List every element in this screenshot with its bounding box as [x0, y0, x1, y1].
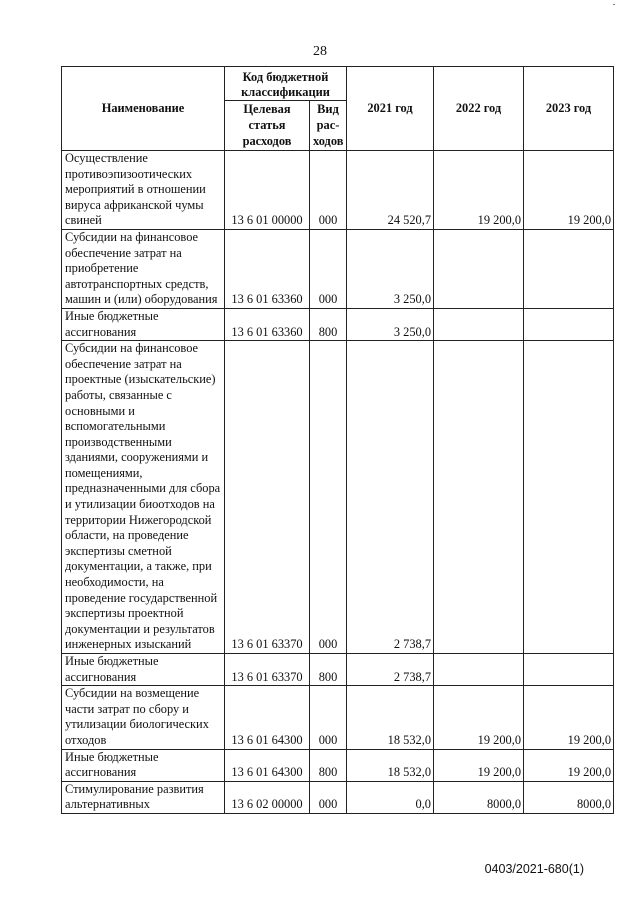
row-name: Субсидии на возмещение части затрат по сбору и утилизации биологических отходов — [62, 686, 225, 749]
header-expense-type: Вид рас-ходов — [310, 101, 347, 151]
row-value-2021: 2 738,7 — [347, 654, 434, 686]
table-body — [62, 151, 614, 814]
row-value-2022: 19 200,0 — [434, 151, 524, 230]
header-name: Наименование — [62, 67, 225, 151]
row-value-2023: 19 200,0 — [524, 686, 614, 749]
row-target-article: 13 6 01 63370 — [225, 654, 310, 686]
page-number: 28 — [313, 44, 327, 59]
header-kbk-group: Код бюджетной классификации — [225, 67, 347, 101]
row-target-article: 13 6 01 64300 — [225, 686, 310, 749]
row-name: Иные бюджетные ассигнования — [62, 749, 225, 781]
document-code: 0403/2021-680(1) — [484, 862, 584, 876]
table-row — [62, 749, 614, 781]
row-target-article: 13 6 01 00000 — [225, 151, 310, 230]
row-expense-type: 800 — [310, 654, 347, 686]
row-target-article: 13 6 02 00000 — [225, 781, 310, 813]
row-value-2021: 0,0 — [347, 781, 434, 813]
row-value-2023: 19 200,0 — [524, 749, 614, 781]
row-target-article: 13 6 01 63370 — [225, 341, 310, 654]
row-value-2022: 19 200,0 — [434, 686, 524, 749]
row-value-2023: 19 200,0 — [524, 151, 614, 230]
row-value-2022 — [434, 229, 524, 308]
header-target-article: Целевая статья расходов — [225, 101, 310, 151]
table-row — [62, 654, 614, 686]
table-header — [62, 67, 614, 151]
row-expense-type: 800 — [310, 749, 347, 781]
row-target-article: 13 6 01 63360 — [225, 229, 310, 308]
table-row — [62, 341, 614, 654]
row-value-2023: 8000,0 — [524, 781, 614, 813]
row-expense-type: 000 — [310, 686, 347, 749]
row-value-2023 — [524, 308, 614, 340]
row-value-2023 — [524, 341, 614, 654]
table-row — [62, 781, 614, 813]
row-value-2022 — [434, 654, 524, 686]
row-name: Субсидии на финансовое обеспечение затрат на проектные (изыскательские) работы, связанные с основными и вспомогательными производственными зданиями, сооружениями и помещениями, предназначенными для сбора и утилизации биоотходов на территории Нижегородской области, на проведение экспертизы сметной документации, а также, при необходимости, на проведение государственной экспертизы проектной документации и результатов инженерных изысканий — [62, 341, 225, 654]
table-row — [62, 229, 614, 308]
row-value-2021: 3 250,0 — [347, 308, 434, 340]
header-year-2021: 2021 год — [347, 67, 434, 151]
row-name: Стимулирование развития альтернативных — [62, 781, 225, 813]
row-expense-type: 800 — [310, 308, 347, 340]
row-value-2022 — [434, 308, 524, 340]
row-value-2022: 19 200,0 — [434, 749, 524, 781]
table-row — [62, 308, 614, 340]
row-name: Иные бюджетные ассигнования — [62, 654, 225, 686]
table-row — [62, 686, 614, 749]
header-year-2022: 2022 год — [434, 67, 524, 151]
row-value-2021: 2 738,7 — [347, 341, 434, 654]
row-target-article: 13 6 01 63360 — [225, 308, 310, 340]
row-expense-type: 000 — [310, 229, 347, 308]
row-name: Осуществление противоэпизоотических мероприятий в отношении вируса африканской чумы свиней — [62, 151, 225, 230]
header-year-2023: 2023 год — [524, 67, 614, 151]
row-name: Субсидии на финансовое обеспечение затрат на приобретение автотранспортных средств, машин и (или) оборудования — [62, 229, 225, 308]
row-value-2021: 3 250,0 — [347, 229, 434, 308]
row-expense-type: 000 — [310, 151, 347, 230]
table-row — [62, 151, 614, 230]
row-value-2022 — [434, 341, 524, 654]
row-value-2021: 18 532,0 — [347, 686, 434, 749]
row-name: Иные бюджетные ассигнования — [62, 308, 225, 340]
row-value-2023 — [524, 229, 614, 308]
row-target-article: 13 6 01 64300 — [225, 749, 310, 781]
row-value-2021: 18 532,0 — [347, 749, 434, 781]
row-expense-type: 000 — [310, 781, 347, 813]
row-value-2022: 8000,0 — [434, 781, 524, 813]
row-value-2023 — [524, 654, 614, 686]
scan-speck — [613, 4, 615, 5]
budget-table — [61, 66, 614, 814]
row-expense-type: 000 — [310, 341, 347, 654]
row-value-2021: 24 520,7 — [347, 151, 434, 230]
